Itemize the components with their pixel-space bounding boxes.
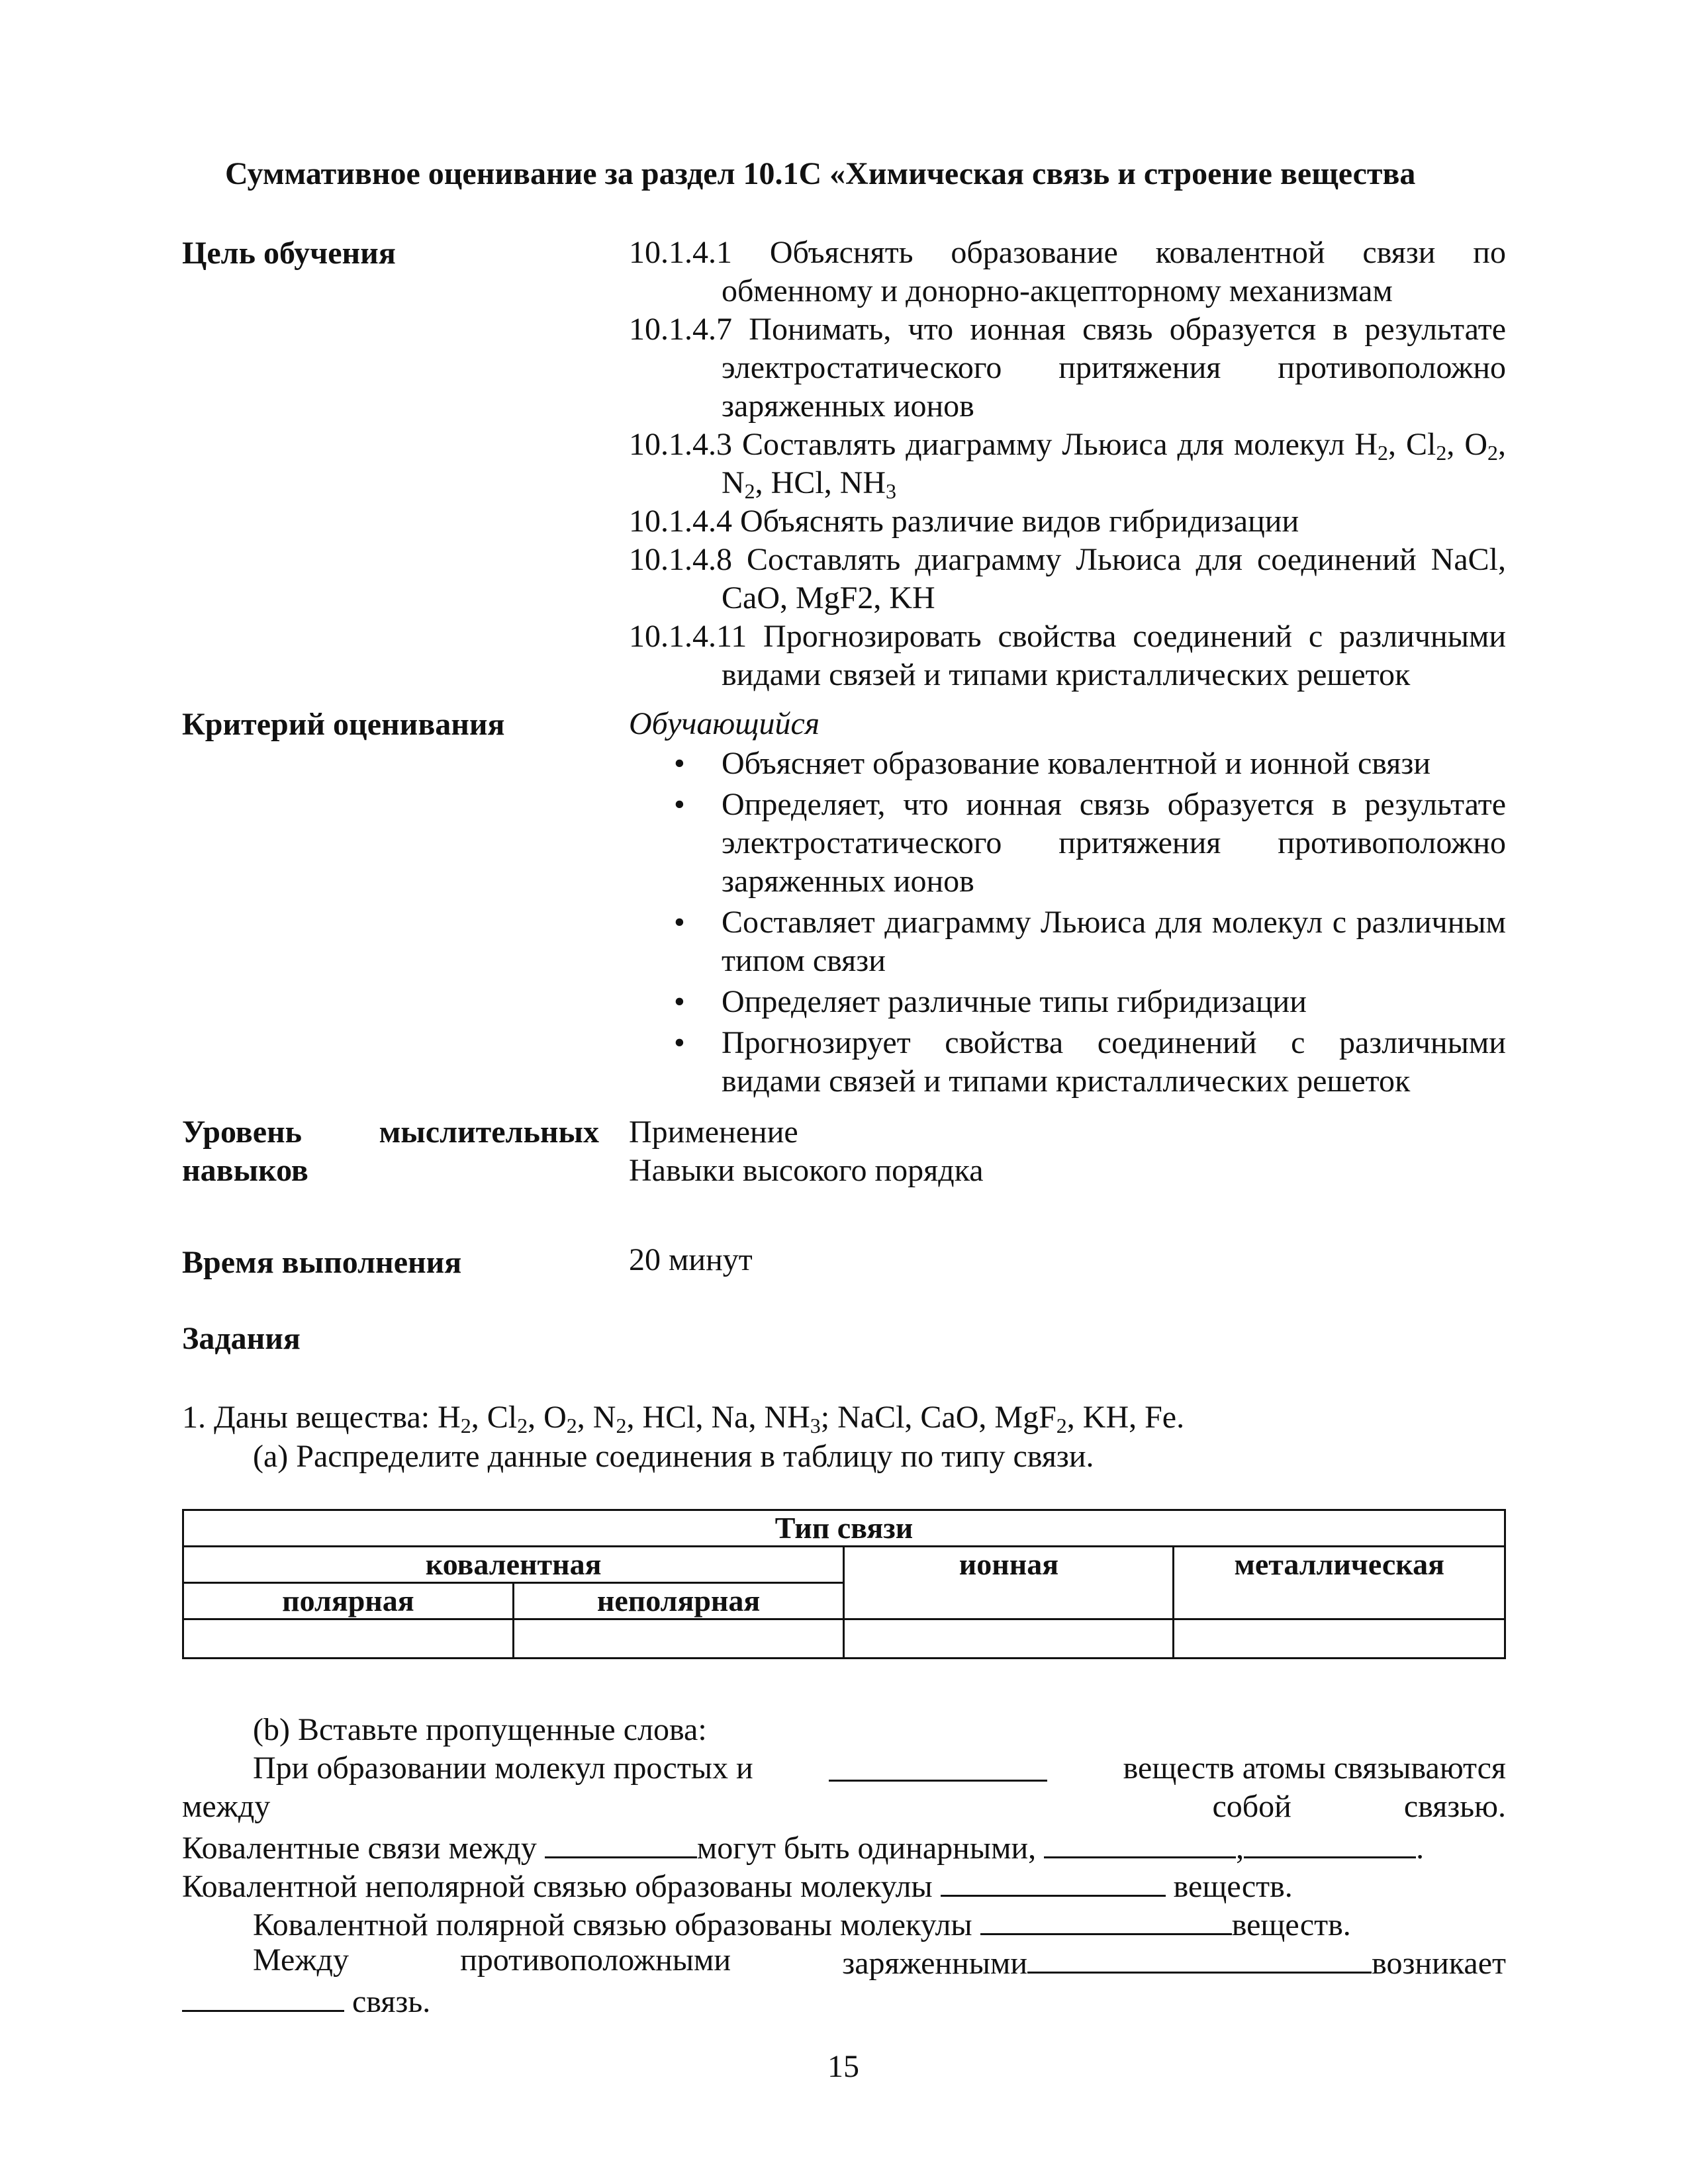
objective-item: 10.1.4.7 Понимать, что ионная связь образуется в результате электростатического притяжения противоположно заряженных ионов [629, 312, 1506, 424]
fill-sentence: Ковалентной неполярной связью образованы молекулы веществ. [182, 1864, 1293, 1906]
bullet-icon: • [674, 787, 685, 822]
table-cell[interactable] [1174, 1619, 1505, 1659]
objective-item: 10.1.4.1 Объяснять образование ковалентной связи по обменному и донорно-акцепторному механизмам [629, 235, 1506, 308]
bullet-icon: • [674, 984, 685, 1019]
time-label: Время выполнения [182, 1245, 462, 1280]
level-value: Навыки высокого порядка [629, 1153, 984, 1188]
criteria-intro: Обучающийся [629, 706, 820, 741]
fill-sentence: При образовании молекул простых и веществ атомы связываются [253, 1751, 1506, 1786]
table-col-nonpolar: неполярная [513, 1583, 843, 1619]
table-col-ionic: ионная [844, 1547, 1174, 1619]
objective-item: 10.1.4.3 Составлять диаграмму Льюиса для молекул $H_2$, $Cl_2$, $O_2$, $N_2$, HCl, $NH_3$ [629, 427, 1507, 503]
bullet-icon: • [674, 905, 685, 940]
criteria-item: • Прогнозирует свойства соединений с различными видами связей и типами кристаллических решеток [674, 1025, 1506, 1099]
objective-item: 10.1.4.4 Объяснять различие видов гибридизации [629, 504, 1299, 539]
objective-item: 10.1.4.11 Прогнозировать свойства соединений с различными видами связей и типами кристаллических решеток [629, 619, 1506, 692]
page-number: 15 [827, 2049, 859, 2084]
blank-field[interactable] [941, 1864, 1166, 1897]
criteria-list [629, 745, 1506, 1103]
blank-field[interactable] [1044, 1826, 1236, 1858]
table-col-polar: полярная [183, 1583, 514, 1619]
fill-sentence: Ковалентной полярной связью образованы молекулы веществ. [253, 1903, 1351, 1944]
bullet-icon: • [674, 746, 685, 781]
table-cell[interactable] [513, 1619, 843, 1659]
table-header: Тип связи [183, 1510, 1505, 1547]
page-title: Суммативное оценивание за раздел 10.1С «Химическая связь и строение вещества [225, 156, 1416, 191]
fill-sentence: связь. [182, 1979, 430, 2021]
table-cell[interactable] [844, 1619, 1174, 1659]
criteria-item: • Объясняет образование ковалентной и ионной связи [629, 745, 1506, 783]
criteria-item: • Определяет, что ионная связь образуется в результате электростатического притяжения противоположно заряженных ионов [674, 787, 1506, 899]
task1-text: 1. Даны вещества: $H_2$, $Cl_2$, $O_2$, $N_2$, HCl, Na, $NH_3$; NaCl, CaO, MgF$_2$, KH, Fe. [182, 1400, 1185, 1437]
table-cell[interactable] [183, 1619, 514, 1659]
blank-field[interactable] [1244, 1826, 1416, 1858]
task1b-heading: (b) Вставьте пропущенные слова: [253, 1712, 707, 1747]
blank-field[interactable] [1027, 1941, 1372, 1974]
blank-field[interactable] [980, 1903, 1232, 1935]
criteria-item: • Определяет различные типы гибридизации [629, 983, 1506, 1021]
criteria-label: Критерий оценивания [182, 707, 505, 742]
blank-field[interactable] [829, 1749, 1047, 1782]
fill-sentence: Между противоположными заряженными возникает [253, 1942, 1506, 1981]
tasks-heading: Задания [182, 1321, 301, 1356]
level-value: Применение [629, 1115, 798, 1150]
criteria-item: • Составляет диаграмму Льюиса для молекул с различным типом связи [674, 905, 1506, 978]
fill-sentence: Ковалентные связи между могут быть одинарными, , . [182, 1826, 1424, 1868]
level-label: Уровень мыслительных навыков [182, 1115, 599, 1188]
objective-item: 10.1.4.8 Составлять диаграмму Льюиса для соединений NaCl, CaO, MgF2, KH [629, 542, 1506, 615]
time-value: 20 минут [629, 1242, 753, 1277]
task1a-text: (a) Распределите данные соединения в таблицу по типу связи. [253, 1439, 1094, 1474]
bullet-icon: • [674, 1025, 685, 1060]
bond-type-table [182, 1509, 1506, 1659]
blank-field[interactable] [545, 1826, 697, 1858]
table-col-covalent: ковалентная [183, 1547, 844, 1583]
objectives-label: Цель обучения [182, 236, 396, 271]
blank-field[interactable] [182, 1979, 344, 2012]
objectives-list [629, 234, 1506, 694]
fill-sentence: между собой связью. [182, 1789, 1506, 1824]
table-col-metallic: металлическая [1174, 1547, 1505, 1619]
